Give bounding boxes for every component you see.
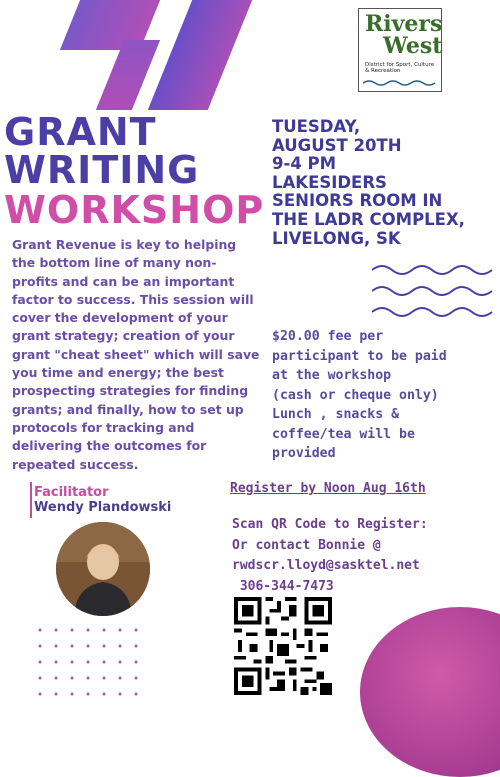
fee-details xyxy=(272,327,500,464)
person-photo-icon xyxy=(56,522,150,616)
facilitator-accent-bar xyxy=(30,482,32,518)
title-line-grant: GRANT xyxy=(4,110,157,154)
logo-waves-icon xyxy=(363,79,437,87)
contact-email[interactable]: rwdscr.lloyd@sasktel.net xyxy=(232,558,420,573)
contact-details xyxy=(232,515,428,597)
fee-line: provided xyxy=(272,446,336,461)
fee-line: participant to be paid xyxy=(272,348,447,364)
title-line-workshop: WORKSHOP xyxy=(4,188,265,232)
event-line: AUGUST 20TH xyxy=(272,135,402,155)
facilitator-name: Wendy Plandowski xyxy=(34,500,172,515)
event-line: LIVELONG, SK xyxy=(272,228,401,248)
event-details xyxy=(272,118,500,248)
rivers-west-logo xyxy=(358,8,442,92)
fee-line: coffee/tea will be xyxy=(272,426,415,442)
fee-line: at the workshop xyxy=(272,368,392,383)
logo-text-west: West xyxy=(383,33,443,59)
decorative-blob xyxy=(360,607,500,777)
event-line: SENIORS ROOM IN xyxy=(272,191,443,211)
facilitator-label: Facilitator xyxy=(34,485,109,500)
qr-code[interactable] xyxy=(234,597,332,695)
fee-line: (cash or cheque only) xyxy=(272,387,439,403)
register-deadline-link[interactable]: Register by Noon Aug 16th xyxy=(230,481,426,496)
contact-phone[interactable]: 306-344-7473 xyxy=(232,578,334,594)
wavy-lines-icon xyxy=(372,262,500,320)
event-line: LAKESIDERS xyxy=(272,172,387,192)
title-line-writing: WRITING xyxy=(4,148,200,192)
fee-line: Lunch , snacks & xyxy=(272,407,400,422)
fee-line: $20.00 fee per xyxy=(272,329,384,344)
contact-line: Or contact Bonnie @ xyxy=(232,537,381,553)
event-line: THE LADR COMPLEX, xyxy=(272,209,465,229)
event-line: TUESDAY, xyxy=(272,117,361,136)
decorative-stripe xyxy=(96,40,160,110)
facilitator-photo xyxy=(56,522,150,616)
event-line: 9-4 PM xyxy=(272,154,337,174)
logo-subtitle: District for Sport, Culture & Recreation xyxy=(365,62,435,74)
logo-text-rivers: Rivers xyxy=(365,11,443,37)
contact-line: Scan QR Code to Register: xyxy=(232,517,428,532)
decorative-stripe xyxy=(148,0,252,110)
workshop-description: Grant Revenue is key to helping the bottom line of many non-profits and can be an important factor to success. This session will cover the development of your grant strategy; creation of your grant "cheat sheet" which will save you time and energy; the best prospecting strategies for finding grants; and finally, how to set up protocols for tracking and delivering the outcomes for repeated success. xyxy=(12,237,260,472)
decorative-dot-grid xyxy=(38,628,150,700)
